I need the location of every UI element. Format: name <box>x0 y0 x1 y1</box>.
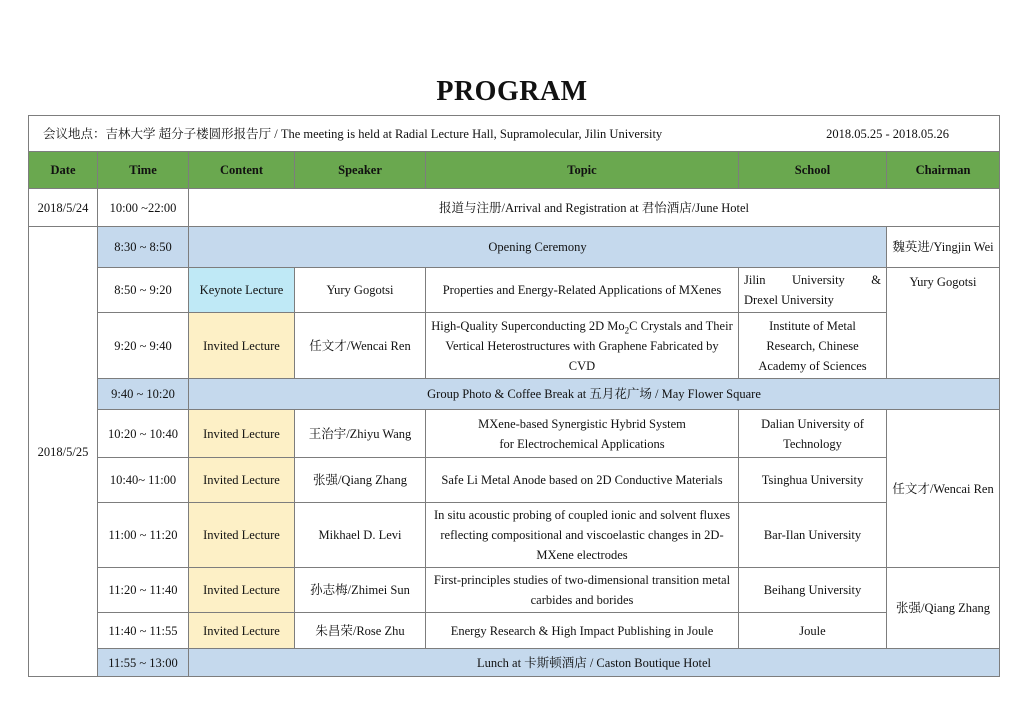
header-school: School <box>739 152 887 189</box>
header-content: Content <box>189 152 295 189</box>
speaker-cell: Yury Gogotsi <box>295 268 426 313</box>
chairman-cell: Yury Gogotsi <box>887 268 1000 379</box>
topic-cell <box>426 410 739 458</box>
header-chairman: Chairman <box>887 152 1000 189</box>
page-title: PROGRAM <box>436 76 588 107</box>
content-cell: Invited Lecture <box>189 503 295 568</box>
topic-text-b: C Crystals and Their Vertical Heterostructures with Graphene Fabricated by CVD <box>445 318 733 373</box>
time-cell: 9:40 ~ 10:20 <box>98 379 189 410</box>
content-cell: Keynote Lecture <box>189 268 295 313</box>
table-row <box>29 613 1000 649</box>
table-row <box>29 379 1000 410</box>
topic-subscript: 2 <box>624 325 630 335</box>
date-cell: 2018/5/24 <box>29 189 98 227</box>
time-cell: 9:20 ~ 9:40 <box>98 313 189 379</box>
speaker-cell: 任文才/Wencai Ren <box>295 313 426 379</box>
speaker-cell: Mikhael D. Levi <box>295 503 426 568</box>
time-cell: 10:20 ~ 10:40 <box>98 410 189 458</box>
venue-text: 会议地点：吉林大学 超分子楼圆形报告厅 / The meeting is held at Radial Lecture Hall, Supramolecular, Jilin University <box>43 126 663 141</box>
date-cell: 2018/5/25 <box>29 227 98 677</box>
content-cell: Invited Lecture <box>189 568 295 613</box>
header-topic: Topic <box>426 152 739 189</box>
topic-line: for Electrochemical Applications <box>499 436 665 451</box>
school-cell: Joule <box>739 613 887 649</box>
speaker-cell: 张强/Qiang Zhang <box>295 458 426 503</box>
chairman-cell: 张强/Qiang Zhang <box>887 568 1000 649</box>
table-row <box>29 189 1000 227</box>
time-cell: 11:40 ~ 11:55 <box>98 613 189 649</box>
table-row <box>29 503 1000 568</box>
time-cell: 8:50 ~ 9:20 <box>98 268 189 313</box>
table-row <box>29 410 1000 458</box>
content-cell: Invited Lecture <box>189 613 295 649</box>
school-cell: Tsinghua University <box>739 458 887 503</box>
topic-cell: First-principles studies of two-dimensional transition metal carbides and borides <box>426 568 739 613</box>
topic-cell <box>426 313 739 379</box>
school-cell <box>739 268 887 313</box>
event-cell: Opening Ceremony <box>189 227 887 268</box>
table-row <box>29 649 1000 677</box>
meeting-dates: 2018.05.25 - 2018.05.26 <box>826 126 950 141</box>
event-cell: Group Photo & Coffee Break at 五月花广场 / May Flower Square <box>189 379 1000 410</box>
event-cell: Lunch at 卡斯顿酒店 / Caston Boutique Hotel <box>189 649 1000 677</box>
chairman-cell: 魏英进/Yingjin Wei <box>887 227 1000 268</box>
program-table <box>28 115 1000 677</box>
header-time: Time <box>98 152 189 189</box>
school-line: Jilin University & <box>744 273 881 287</box>
event-cell: 报道与注册/Arrival and Registration at 君怡酒店/June Hotel <box>189 189 1000 227</box>
school-cell: Beihang University <box>739 568 887 613</box>
content-cell: Invited Lecture <box>189 313 295 379</box>
content-cell: Invited Lecture <box>189 458 295 503</box>
time-cell: 11:55 ~ 13:00 <box>98 649 189 677</box>
topic-cell: Energy Research & High Impact Publishing in Joule <box>426 613 739 649</box>
topic-text-a: High-Quality Superconducting 2D Mo <box>431 318 625 333</box>
school-cell: Institute of Metal Research, Chinese Academy of Sciences <box>739 313 887 379</box>
header-date: Date <box>29 152 98 189</box>
venue-cell <box>29 116 1000 152</box>
speaker-cell: 孙志梅/Zhimei Sun <box>295 568 426 613</box>
topic-cell: In situ acoustic probing of coupled ionic and solvent fluxes reflecting compositional and viscoelastic changes in 2D-MXene electrodes <box>426 503 739 568</box>
table-row <box>29 568 1000 613</box>
table-row <box>29 458 1000 503</box>
table-row <box>29 227 1000 268</box>
venue-row <box>29 116 1000 152</box>
time-cell: 11:00 ~ 11:20 <box>98 503 189 568</box>
speaker-cell: 朱昌荣/Rose Zhu <box>295 613 426 649</box>
table-row <box>29 268 1000 313</box>
header-row <box>29 152 1000 189</box>
header-speaker: Speaker <box>295 152 426 189</box>
speaker-cell: 王治宇/Zhiyu Wang <box>295 410 426 458</box>
time-cell: 10:40~ 11:00 <box>98 458 189 503</box>
time-cell: 10:00 ~22:00 <box>98 189 189 227</box>
time-cell: 11:20 ~ 11:40 <box>98 568 189 613</box>
topic-cell: Safe Li Metal Anode based on 2D Conductive Materials <box>426 458 739 503</box>
school-line: Drexel University <box>744 293 834 307</box>
school-cell: Bar-Ilan University <box>739 503 887 568</box>
time-cell: 8:30 ~ 8:50 <box>98 227 189 268</box>
school-cell: Dalian University of Technology <box>739 410 887 458</box>
chairman-cell: 任文才/Wencai Ren <box>887 410 1000 568</box>
content-cell: Invited Lecture <box>189 410 295 458</box>
topic-cell: Properties and Energy-Related Applications of MXenes <box>426 268 739 313</box>
table-row <box>29 313 1000 379</box>
topic-line: MXene-based Synergistic Hybrid System <box>478 416 686 431</box>
